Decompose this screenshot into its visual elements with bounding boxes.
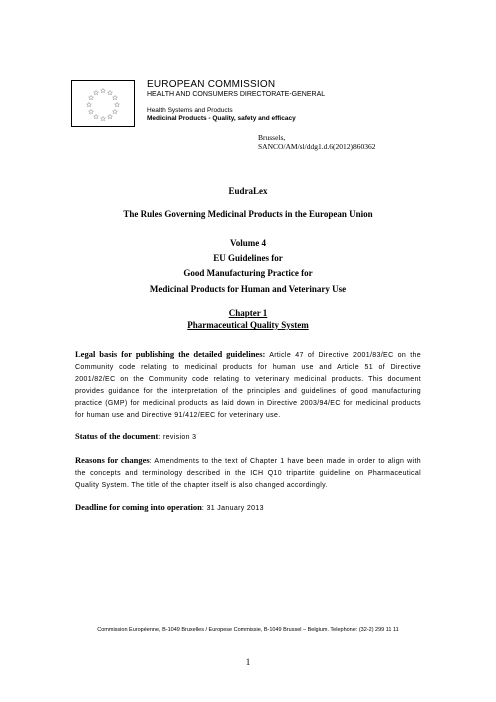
svg-text:☆: ☆ — [106, 90, 114, 97]
reasons-text: : Amendments to the text of Chapter 1 have been made in order to align with the concepts and terminology described in the ICH Q10 tripartite guideline on Pharmaceutical Quality System. The title of the chapter itself is also changed accordingly. — [75, 458, 421, 489]
svg-text:☆: ☆ — [85, 102, 93, 109]
svg-text:☆: ☆ — [87, 95, 95, 102]
eu-stars-icon — [72, 81, 134, 126]
reference-code: SANCO/AM/sl/ddg1.d.6(2012)860362 — [258, 142, 376, 151]
svg-text:☆: ☆ — [113, 102, 121, 109]
chapter-title: Pharmaceutical Quality System — [187, 320, 309, 330]
svg-text:☆: ☆ — [99, 88, 107, 95]
status-section — [75, 431, 421, 443]
document-reference — [258, 133, 376, 151]
reasons-label: Reasons for changes — [75, 455, 150, 465]
directorate-general: HEALTH AND CONSUMERS DIRECTORATE-GENERAL — [147, 91, 326, 98]
reference-place: Brussels, — [258, 133, 286, 142]
organization-header — [147, 80, 325, 123]
eudralex-title: EudraLex — [228, 186, 268, 196]
chapter-number: Chapter 1 — [228, 308, 268, 318]
page-number: 1 — [245, 657, 251, 667]
rules-title: The Rules Governing Medicinal Products in the European Union — [123, 209, 373, 219]
legal-basis-section — [75, 349, 421, 421]
reasons-section — [75, 455, 421, 491]
svg-text:☆: ☆ — [111, 95, 119, 102]
ec-logo — [71, 80, 135, 127]
directorate-unit: Health Systems and Products — [147, 107, 233, 114]
deadline-label: Deadline for coming into operation — [75, 502, 202, 512]
footer-address: Commission Européenne, B-1049 Bruxelles / Europese Commissie, B-1049 Brussel – Belgium. Telephone: (32-2) 299 11 11 — [97, 627, 399, 633]
org-name: EUROPEAN COMMISSION — [147, 79, 276, 90]
deadline-section — [75, 502, 421, 514]
legal-basis-label: Legal basis for publishing the detailed guidelines: — [75, 349, 266, 359]
svg-text:☆: ☆ — [92, 114, 100, 121]
eu-guidelines-title: EU Guidelines for — [213, 253, 283, 263]
svg-text:☆: ☆ — [111, 109, 119, 116]
status-text: : revision 3 — [158, 434, 197, 441]
unit-detail: Medicinal Products - Quality, safety and efficacy — [147, 115, 296, 122]
status-label: Status of the document — [75, 431, 159, 441]
deadline-text: : 31 January 2013 — [201, 505, 264, 512]
volume-title: Volume 4 — [230, 238, 266, 248]
svg-text:☆: ☆ — [87, 109, 95, 116]
svg-text:☆: ☆ — [99, 116, 107, 123]
svg-text:☆: ☆ — [92, 90, 100, 97]
legal-basis-text: Article 47 of Directive 2001/83/EC on the Community code relating to medicinal products for human use and Article 51 of Directive 2001/82/EC on the Community code relating to veterinary medicinal products. This document provides guidance for the interpretation of the principles and guidelines of good manufacturing practice (GMP) for medicinal products as laid down in Directive 2003/94/EC for medicinal products for human use and Directive 91/412/EEC for veterinary use. — [75, 352, 422, 419]
gmp-title: Good Manufacturing Practice for — [183, 268, 313, 278]
medicinal-products-title: Medicinal Products for Human and Veterinary Use — [149, 284, 347, 294]
svg-text:☆: ☆ — [106, 114, 114, 121]
